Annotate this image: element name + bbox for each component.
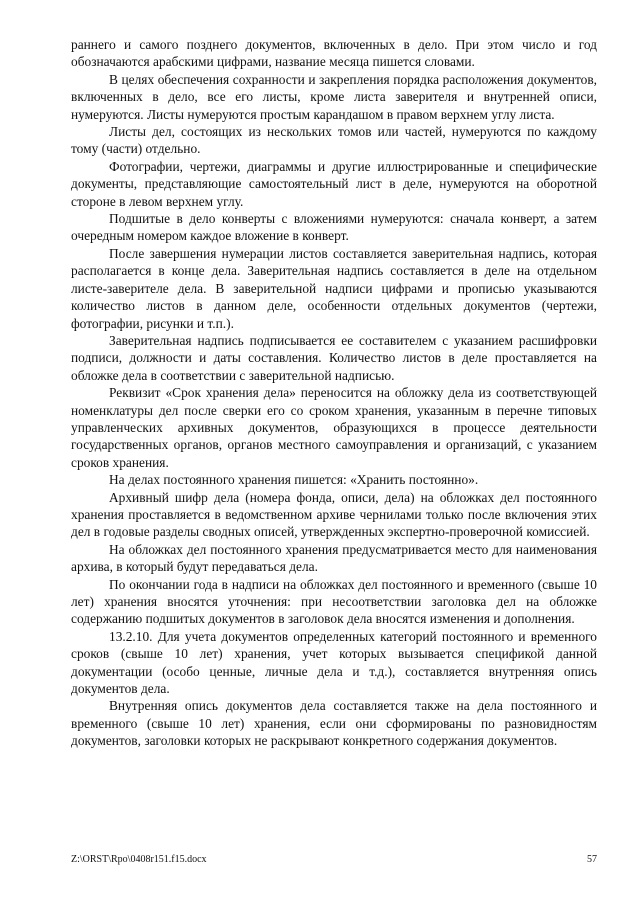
paragraph-1: раннего и самого позднего документов, включенных в дело. При этом число и год обозначаются арабскими цифрами, название месяца пишется словами.: [71, 37, 597, 70]
paragraph-4: Фотографии, чертежи, диаграммы и другие иллюстрированные и специфические документы, представляющие самостоятельный лист в деле, нумеруются на оборотной стороне в левом верхнем углу.: [71, 158, 597, 209]
document-body: [71, 36, 597, 750]
paragraph-5: Подшитые в дело конверты с вложениями нумеруются: сначала конверт, а затем очередным номером каждое вложение в конверт.: [71, 211, 597, 244]
paragraph-7: Заверительная надпись подписывается ее составителем с указанием расшифровки подписи, должности и даты составления. Количество листов в деле проставляется на обложке дела в соответствии с заверительной надписью.: [71, 332, 597, 383]
paragraph-10: Архивный шифр дела (номера фонда, описи, дела) на обложках дел постоянного хранения проставляется в ведомственном архиве чернилами только после включения этих дел в годовые разделы сводных описей, утвержденных экспертно-проверочной комиссией.: [71, 489, 597, 540]
footer-file-path: Z:\ORST\Rpo\0408r151.f15.docx: [71, 854, 207, 865]
paragraph-2: В целях обеспечения сохранности и закрепления порядка расположения документов, включенных в дело, все его листы, кроме листа заверителя и внутренней описи, нумеруются. Листы нумеруются простым карандашом в правом верхнем углу листа.: [71, 71, 597, 122]
paragraph-3: Листы дел, состоящих из нескольких томов или частей, нумеруются по каждому тому (части) отдельно.: [71, 124, 597, 157]
paragraph-13: 13.2.10. Для учета документов определенных категорий постоянного и временного сроков (свыше 10 лет) хранения, учет которых вызывается спецификой данной документации (особо ценные, личные дела и т.д.), составляется внутренняя опись документов дела.: [71, 628, 597, 697]
paragraph-8: Реквизит «Срок хранения дела» переносится на обложку дела из соответствующей номенклатуры дел после сверки его со сроком хранения, указанным в перечне типовых управленческих архивных документов, образующихся в процессе деятельности государственных органов, органов местного самоуправления и организаций, с указанием сроков хранения.: [71, 385, 597, 470]
paragraph-6: После завершения нумерации листов составляется заверительная надпись, которая располагается в конце дела. Заверительная надпись составляется в деле на отдельном листе-заверителе дела. В заверительной надписи цифрами и прописью указываются количество листов в данном деле, особенности отдельных документов (чертежи, фотографии, рисунки и т.п.).: [71, 245, 597, 331]
paragraph-9: На делах постоянного хранения пишется: «Хранить постоянно».: [109, 472, 479, 488]
paragraph-14: Внутренняя опись документов дела составляется также на дела постоянного и временного (свыше 10 лет) хранения, если они сформированы по разновидностям документов, заголовки которых не раскрывают конкретного содержания документов.: [71, 698, 597, 749]
footer-page-number: 57: [587, 854, 597, 865]
paragraph-12: По окончании года в надписи на обложках дел постоянного и временного (свыше 10 лет) хранения вносятся уточнения: при несоответствии заголовка дел на обложке содержанию подшитых документов в заголовок дела вносятся изменения и дополнения.: [71, 576, 597, 627]
paragraph-11: На обложках дел постоянного хранения предусматривается место для наименования архива, в который будут передаваться дела.: [71, 541, 597, 575]
